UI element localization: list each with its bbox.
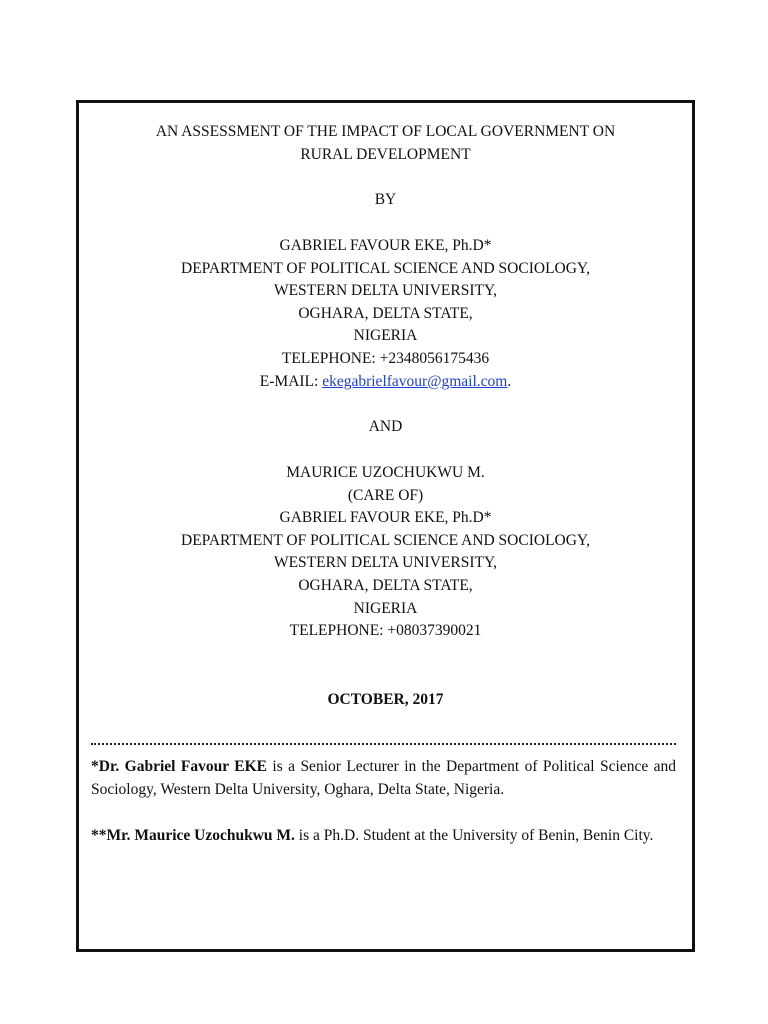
author2-care-name: GABRIEL FAVOUR EKE, Ph.D* [279,509,492,527]
footnote-1-text: is a Senior Lecturer in the Department of Political Science and Sociology, Western Delta University, Oghara, Delta State, Nigeria. [91,758,676,798]
footnote-1 [91,756,676,801]
paper-title [79,121,692,166]
author1-name: GABRIEL FAVOUR EKE, Ph.D* [279,237,492,254]
email-link[interactable]: ekegabrielfavour@gmail.com [322,372,508,390]
author2-telephone: TELEPHONE: +08037390021 [289,622,482,640]
author2-university: WESTERN DELTA UNIVERSITY, [273,554,498,572]
and-label [79,416,692,439]
author1-location: OGHARA, DELTA STATE, [298,304,473,322]
email-suffix: . [507,372,512,390]
date-block [79,689,692,712]
author2-care-of: (CARE OF) [347,486,424,504]
footnote-2-name: **Mr. Maurice Uzochukwu M. [91,827,295,844]
author1-email-line [79,371,692,394]
footnote-2-text: is a Ph.D. Student at the University of Benin, Benin City. [294,827,654,844]
footnote-1-name: *Dr. Gabriel Favour EKE [91,758,267,775]
author2-department: DEPARTMENT OF POLITICAL SCIENCE AND SOCIOLOGY, [181,531,590,549]
author2-block [79,462,692,643]
date-text: OCTOBER, 2017 [327,691,444,708]
author2-country: NIGERIA [353,599,418,617]
author1-university: WESTERN DELTA UNIVERSITY, [273,282,498,300]
title-line-2: RURAL DEVELOPMENT [300,145,471,163]
author1-block [79,235,692,393]
author2-name: MAURICE UZOCHUKWU M. [286,464,485,481]
by-label [79,189,692,212]
title-line-1: AN ASSESSMENT OF THE IMPACT OF LOCAL GOVERNMENT ON [155,123,616,140]
by-text: BY [374,191,397,208]
dotted-divider [91,743,676,745]
author1-country: NIGERIA [353,327,418,345]
page-border [76,100,695,952]
author1-department: DEPARTMENT OF POLITICAL SCIENCE AND SOCIOLOGY, [181,259,590,277]
author1-telephone: TELEPHONE: +2348056175436 [281,349,490,367]
and-text: AND [368,418,403,435]
email-label: E-MAIL: [259,372,323,390]
footnote-2 [91,825,676,848]
author2-location: OGHARA, DELTA STATE, [298,576,473,594]
